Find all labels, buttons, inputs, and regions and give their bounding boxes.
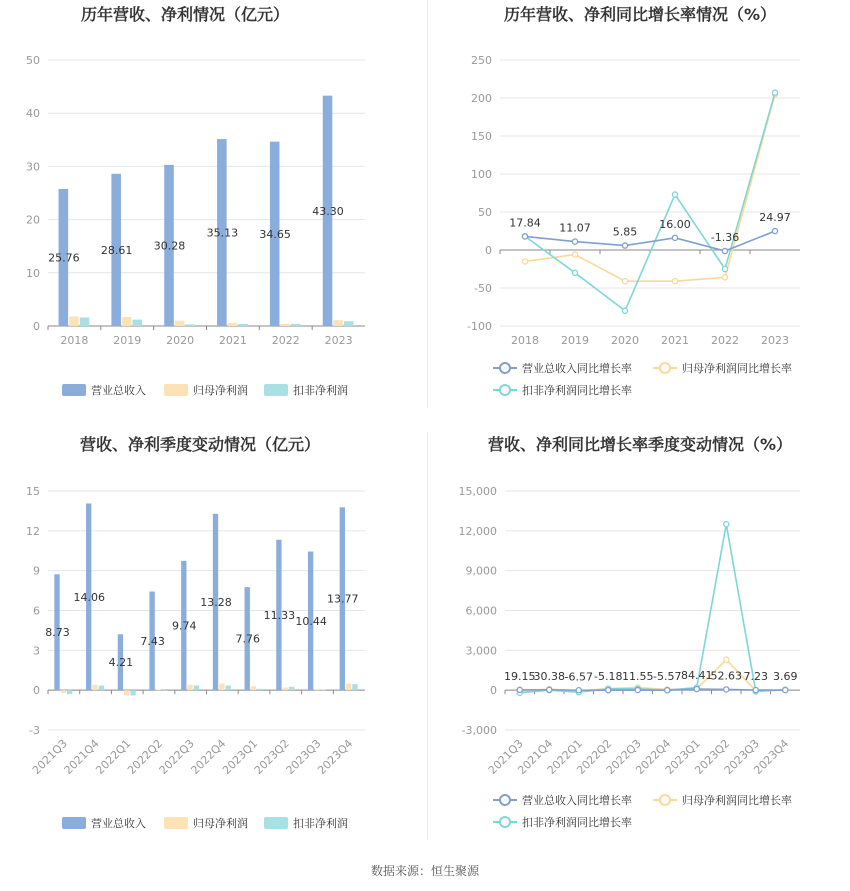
data-label: 43.30 xyxy=(312,204,344,218)
legend-marker-netprofit_growth xyxy=(660,363,670,373)
point-netprofit_growth xyxy=(572,252,577,257)
legend-label-deducted_growth: 扣非净利润同比增长率 xyxy=(522,384,632,397)
legend-marker-netprofit_growth xyxy=(660,795,670,805)
bar-netprofit xyxy=(187,685,192,690)
y-tick-label: 200 xyxy=(471,92,492,105)
point-revenue_growth xyxy=(522,234,527,239)
data-label: 13.28 xyxy=(200,596,232,610)
y-tick-label: -3,000 xyxy=(461,724,497,737)
bar-deducted xyxy=(130,690,135,695)
data-label: 10.44 xyxy=(295,614,327,628)
x-tick-label: 2021 xyxy=(661,334,689,347)
data-label: 7.43 xyxy=(140,634,165,648)
bar-deducted xyxy=(352,684,357,690)
bar-netprofit xyxy=(314,690,319,691)
data-label: 9.74 xyxy=(172,619,197,633)
point-revenue_growth xyxy=(606,688,611,693)
x-tick-label: 2021Q4 xyxy=(61,736,102,777)
legend-label-netprofit_growth: 归母净利润同比增长率 xyxy=(682,794,792,807)
data-label: 30.28 xyxy=(153,239,186,253)
x-tick-label: 2023Q3 xyxy=(721,736,762,777)
chart-svg-quarterly-amounts xyxy=(0,430,425,850)
bar-netprofit xyxy=(175,321,185,326)
legend-marker-deducted_growth xyxy=(500,817,510,827)
x-tick-label: 2019 xyxy=(113,334,142,347)
bar-netprofit xyxy=(228,323,238,326)
bar-netprofit xyxy=(283,688,288,691)
bar-deducted xyxy=(194,686,199,691)
y-tick-label: 3,000 xyxy=(465,644,497,658)
data-label: 17.84 xyxy=(509,216,541,230)
point-netprofit_growth xyxy=(724,657,729,662)
legend-label-revenue_growth: 营业总收入同比增长率 xyxy=(522,362,632,375)
bar-deducted xyxy=(133,320,143,326)
x-tick-label: 2022Q3 xyxy=(156,736,197,777)
bar-deducted xyxy=(67,690,72,694)
point-revenue_growth xyxy=(672,235,677,240)
bar-netprofit xyxy=(280,324,290,326)
y-tick-label: 40 xyxy=(26,107,40,121)
x-tick-label: 2021 xyxy=(218,334,247,347)
y-tick-label: 15 xyxy=(26,485,40,498)
point-revenue_growth xyxy=(547,687,552,692)
point-revenue_growth xyxy=(576,688,581,693)
point-revenue_growth xyxy=(753,687,758,692)
x-tick-label: 2019 xyxy=(561,334,589,347)
point-netprofit_growth xyxy=(522,259,527,264)
chart-svg-annual-amounts xyxy=(0,0,425,420)
bar-deducted xyxy=(226,686,231,691)
point-revenue_growth xyxy=(694,686,699,691)
x-tick-label: 2021Q3 xyxy=(29,736,70,777)
data-label: 7.76 xyxy=(235,632,260,646)
data-label: -5.57 xyxy=(653,670,682,684)
x-tick-label: 2018 xyxy=(60,334,89,347)
x-tick-label: 2022Q2 xyxy=(125,736,166,777)
y-tick-label: 30 xyxy=(26,160,40,174)
data-source-note: 数据来源：恒生聚源 xyxy=(370,864,479,878)
chart-quarterly-revenue-profit xyxy=(0,430,425,850)
x-tick-label: 2023Q2 xyxy=(692,736,733,777)
bar-netprofit xyxy=(346,684,351,691)
x-tick-label: 2022 xyxy=(271,334,300,347)
y-tick-label: -100 xyxy=(467,320,492,333)
data-label: 11.55 xyxy=(622,670,654,684)
data-label: 30.38 xyxy=(533,669,565,683)
data-label: 13.77 xyxy=(327,592,359,606)
chart-svg-annual-growth xyxy=(425,0,850,420)
point-netprofit_growth xyxy=(622,279,627,284)
chart-annual-growth xyxy=(425,0,850,420)
y-tick-label: -50 xyxy=(474,282,492,295)
x-tick-label: 2023Q4 xyxy=(751,736,792,777)
point-deducted_growth xyxy=(622,308,627,313)
legend-marker-revenue_growth xyxy=(500,795,510,805)
bar-netprofit xyxy=(124,690,129,695)
data-label: 24.97 xyxy=(759,211,791,225)
y-tick-label: 20 xyxy=(26,213,40,227)
y-tick-label: 9,000 xyxy=(465,564,497,578)
y-tick-label: 50 xyxy=(26,54,40,67)
y-tick-label: 6 xyxy=(33,604,40,618)
data-label: -1.36 xyxy=(710,231,740,245)
y-tick-label: 12,000 xyxy=(458,524,497,538)
data-label: 11.07 xyxy=(559,221,591,235)
point-revenue_growth xyxy=(772,228,777,233)
legend-marker-deducted_growth xyxy=(500,385,510,395)
point-deducted_growth xyxy=(724,522,729,527)
x-tick-label: 2018 xyxy=(511,334,539,347)
x-tick-label: 2023Q4 xyxy=(315,736,356,777)
chart-svg-quarterly-growth xyxy=(425,430,850,850)
legend-swatch-netprofit xyxy=(164,384,188,396)
point-revenue_growth xyxy=(724,687,729,692)
bar-deducted xyxy=(185,324,195,326)
bar-deducted xyxy=(291,324,301,326)
x-tick-label: 2022Q2 xyxy=(574,736,615,777)
legend-swatch-revenue xyxy=(62,384,86,396)
legend-label-deducted_growth: 扣非净利润同比增长率 xyxy=(522,816,632,829)
y-tick-label: 100 xyxy=(471,168,492,181)
x-tick-label: 2022Q4 xyxy=(188,736,229,777)
x-tick-label: 2022Q4 xyxy=(633,736,674,777)
data-label: 84.41 xyxy=(681,669,713,683)
legend-label-deducted: 扣非净利润 xyxy=(293,817,348,830)
point-revenue_growth xyxy=(665,688,670,693)
data-label: 3.69 xyxy=(773,670,798,684)
bar-netprofit xyxy=(251,686,256,690)
data-label: 14.06 xyxy=(73,590,105,604)
data-label: 7.23 xyxy=(743,670,768,684)
x-tick-label: 2023Q2 xyxy=(251,736,292,777)
y-tick-label: 12 xyxy=(26,524,40,538)
bar-deducted xyxy=(80,317,90,326)
chart-title-0: 历年营收、净利情况（亿元） xyxy=(80,5,290,24)
point-deducted_growth xyxy=(672,192,677,197)
x-tick-label: 2022Q1 xyxy=(93,736,134,777)
y-tick-label: 50 xyxy=(478,206,492,219)
x-tick-label: 2022Q3 xyxy=(603,736,644,777)
point-revenue_growth xyxy=(783,688,788,693)
y-tick-label: 150 xyxy=(471,130,492,143)
bar-netprofit xyxy=(61,690,66,693)
y-tick-label: 15,000 xyxy=(458,485,497,498)
x-tick-label: 2023Q1 xyxy=(662,736,703,777)
y-tick-label: 3 xyxy=(33,644,40,658)
bar-deducted xyxy=(238,324,248,326)
bar-deducted xyxy=(257,689,262,690)
chart-title-1: 历年营收、净利同比增长率情况（%） xyxy=(503,5,777,24)
y-tick-label: 0 xyxy=(33,320,40,333)
y-tick-label: 0 xyxy=(485,244,492,257)
x-tick-label: 2021Q3 xyxy=(485,736,526,777)
x-tick-label: 2021Q4 xyxy=(515,736,556,777)
chart-quarterly-growth xyxy=(425,430,850,850)
bar-netprofit xyxy=(219,684,224,691)
legend-label-revenue: 营业总收入 xyxy=(91,384,146,397)
bar-deducted xyxy=(99,686,104,691)
bar-netprofit xyxy=(69,316,79,326)
bar-netprofit xyxy=(333,320,343,326)
legend-label-netprofit: 归母净利润 xyxy=(193,384,248,397)
legend-label-netprofit: 归母净利润 xyxy=(193,817,248,830)
point-netprofit_growth xyxy=(722,275,727,280)
legend-swatch-netprofit xyxy=(164,817,188,829)
data-label: 16.00 xyxy=(659,217,691,231)
legend-swatch-deducted xyxy=(264,384,288,396)
bar-netprofit xyxy=(156,690,161,691)
legend-label-revenue_growth: 营业总收入同比增长率 xyxy=(522,794,632,807)
data-label: 4.21 xyxy=(108,656,134,670)
legend-label-netprofit_growth: 归母净利润同比增长率 xyxy=(682,362,792,375)
point-revenue_growth xyxy=(722,248,727,253)
y-tick-label: -3 xyxy=(29,724,40,737)
y-tick-label: 0 xyxy=(490,684,497,698)
x-tick-label: 2022 xyxy=(711,334,739,347)
x-tick-label: 2023Q1 xyxy=(220,736,261,777)
data-label: 11.33 xyxy=(263,608,296,622)
data-label: 19.15 xyxy=(504,669,536,683)
point-revenue_growth xyxy=(517,687,522,692)
legend-label-deducted: 扣非净利润 xyxy=(293,384,348,397)
x-tick-label: 2020 xyxy=(166,334,195,347)
series-line-deducted_growth xyxy=(525,93,775,311)
x-tick-label: 2023 xyxy=(324,334,353,347)
data-label: 35.13 xyxy=(206,226,239,240)
data-label: 28.61 xyxy=(100,243,133,257)
data-label: 25.76 xyxy=(48,251,80,265)
y-tick-label: 9 xyxy=(33,564,40,578)
bar-deducted xyxy=(289,687,294,690)
y-tick-label: 250 xyxy=(471,54,492,67)
y-tick-label: 10 xyxy=(26,266,40,280)
series-line-deducted_growth xyxy=(520,524,786,693)
legend-swatch-revenue xyxy=(62,817,86,829)
x-tick-label: 2023Q3 xyxy=(283,736,324,777)
bar-deducted xyxy=(162,690,167,691)
x-tick-label: 2020 xyxy=(611,334,639,347)
bar-netprofit xyxy=(122,317,132,326)
legend-marker-revenue_growth xyxy=(500,363,510,373)
point-deducted_growth xyxy=(772,90,777,95)
data-label: 5.85 xyxy=(612,225,638,239)
point-revenue_growth xyxy=(635,687,640,692)
data-label: -6.57 xyxy=(564,670,593,684)
bar-netprofit xyxy=(92,685,97,690)
chart-title-2: 营收、净利季度变动情况（亿元） xyxy=(79,435,321,454)
point-deducted_growth xyxy=(572,270,577,275)
data-label: 52.63 xyxy=(710,669,742,683)
x-tick-label: 2022Q1 xyxy=(544,736,585,777)
y-tick-label: 0 xyxy=(33,684,40,698)
point-revenue_growth xyxy=(622,243,627,248)
legend-label-revenue: 营业总收入 xyxy=(91,817,146,830)
data-label: 8.73 xyxy=(45,626,70,640)
point-revenue_growth xyxy=(572,239,577,244)
chart-annual-revenue-profit xyxy=(0,0,425,420)
data-label: 34.65 xyxy=(259,227,291,241)
bar-deducted xyxy=(344,321,354,326)
bar-deducted xyxy=(321,690,326,691)
data-label: -5.18 xyxy=(594,670,623,684)
y-tick-label: 6,000 xyxy=(465,604,497,618)
chart-title-3: 营收、净利同比增长率季度变动情况（%） xyxy=(487,435,793,454)
point-netprofit_growth xyxy=(672,279,677,284)
x-tick-label: 2023 xyxy=(761,334,789,347)
legend-swatch-deducted xyxy=(264,817,288,829)
point-deducted_growth xyxy=(722,266,727,271)
